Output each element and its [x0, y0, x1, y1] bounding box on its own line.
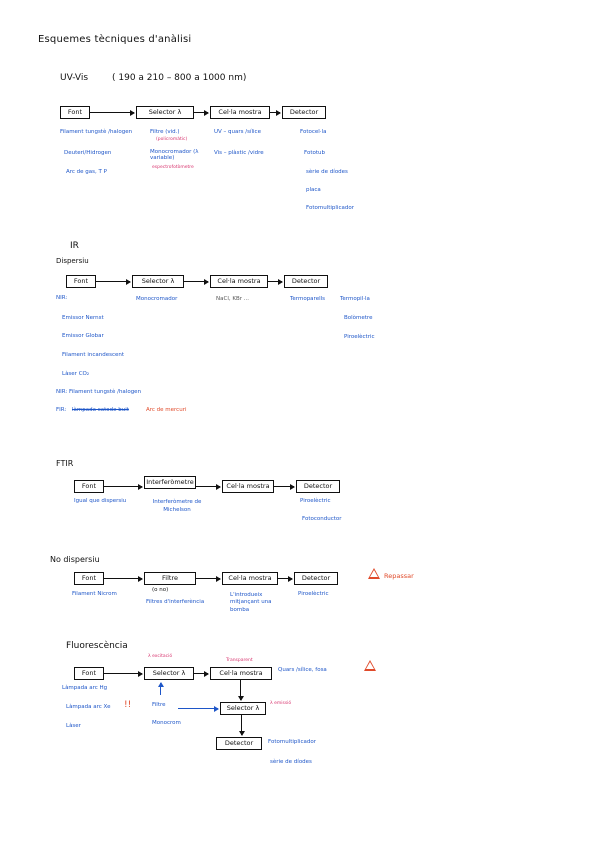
- uvvis-arrow-2: [194, 112, 208, 113]
- fluor-font-item: Làmpada arc Xe: [66, 704, 111, 710]
- fluor-box-cell: Cel·la mostra: [210, 667, 272, 680]
- ir-cell-item: NaCl, KBr ...: [216, 296, 249, 302]
- fluor-box-detector: Detector: [216, 737, 262, 750]
- ftir-box-detector: Detector: [296, 480, 340, 493]
- uvvis-detector-item: placa: [306, 187, 321, 193]
- nodisp-arrow-2: [196, 578, 220, 579]
- nodisp-box-filter: Filtre: [144, 572, 196, 585]
- ftir-arrow-2: [196, 486, 220, 487]
- fluor-filter-item: Filtre: [152, 702, 166, 708]
- uvvis-detector-item: Fotomultiplicador: [306, 205, 354, 211]
- ftir-arrow-1: [104, 486, 142, 487]
- fluor-font-item: Làser: [66, 723, 81, 729]
- fluor-arrow-blue: [178, 708, 218, 709]
- fluor-arrow-1: [104, 673, 142, 674]
- page-title: Esquemes tècniques d'anàlisi: [38, 34, 192, 45]
- uvvis-cell-item: UV – quars /sílice: [214, 129, 261, 135]
- ir-box-cell: Cel·la mostra: [210, 275, 268, 288]
- ftir-font-item: Igual que dispersiu: [74, 498, 127, 504]
- uvvis-font-item: Arc de gas, T P: [66, 169, 107, 175]
- ir-fir-label: FIR:: [56, 407, 67, 413]
- fluor-box-selector-exc: Selector λ: [144, 667, 194, 680]
- uvvis-box-selector: Selector λ: [136, 106, 194, 119]
- nodisp-filter-item: Filtres d'interferència: [146, 599, 205, 605]
- ir-fir-struck: làmpada catode buit: [72, 407, 129, 413]
- fluor-arrow-down-1: [240, 680, 241, 700]
- ir-selector-item: Monocromador: [136, 296, 178, 302]
- nodisp-box-source: Font: [74, 572, 104, 585]
- fluor-detector-item: sèrie de díodes: [270, 759, 312, 765]
- uvvis-detector-item: sèrie de díodes: [306, 169, 348, 175]
- nodisp-detector-item: Piroelèctric: [298, 591, 329, 597]
- nodisp-arrow-3: [278, 578, 292, 579]
- ftir-detector-item: Piroelèctric: [300, 498, 331, 504]
- fluor-detector-item: Fotomultiplicador: [268, 739, 316, 745]
- fluor-cell-side: Quars /sílice, fosa: [278, 667, 327, 673]
- ftir-detector-item: Fotoconductor: [302, 516, 342, 522]
- ftir-box-cell: Cel·la mostra: [222, 480, 274, 493]
- ir-font-item: Làser CO₂: [62, 371, 90, 377]
- fluor-font-item: Làmpada arc Hg: [62, 685, 108, 691]
- ir-subheading: Dispersiu: [56, 257, 89, 265]
- nodisp-font-item: Filament Nicrom: [72, 591, 117, 597]
- uvvis-selector-note: espectrofotòmetre: [152, 165, 194, 170]
- ir-nir-label: NIR:: [56, 295, 68, 301]
- fluor-arrow-down-2: [241, 715, 242, 735]
- fluor-trans-note: Transparent: [226, 658, 253, 663]
- ir-detector-item: Termoparells: [290, 296, 326, 302]
- ftir-heading: FTIR: [56, 459, 74, 468]
- ir-arrow-1: [96, 281, 130, 282]
- uvvis-selector-item: Filtre (vid.): [150, 129, 180, 135]
- fluor-filter-item: Monocrom: [152, 720, 181, 726]
- nodisp-box-detector: Detector: [294, 572, 338, 585]
- ftir-arrow-3: [274, 486, 294, 487]
- ftir-interferometer-item: Interferòmetre de Michelson: [152, 499, 202, 513]
- uvvis-range: ( 190 a 210 – 800 a 1000 nm): [112, 73, 247, 83]
- ir-detector-item: Piroelèctric: [344, 334, 375, 340]
- uvvis-heading: UV-Vis: [60, 73, 89, 83]
- ir-arrow-3: [268, 281, 282, 282]
- ir-detector-item: Termopil·la: [340, 296, 370, 302]
- nodisp-heading: No dispersiu: [50, 555, 100, 564]
- uvvis-box-cell: Cel·la mostra: [210, 106, 270, 119]
- ir-heading: IR: [70, 241, 79, 251]
- warning-icon: !: [364, 660, 376, 671]
- uvvis-box-source: Font: [60, 106, 90, 119]
- uvvis-detector-item: Fototub: [304, 150, 325, 156]
- uvvis-detector-item: Fotocel·la: [300, 129, 327, 135]
- uvvis-arrow-1: [90, 112, 134, 113]
- ftir-box-interferometer: Interferòmetre: [144, 476, 196, 489]
- uvvis-font-item: Filament tungstè /halogen: [60, 129, 133, 135]
- fluor-arrow-2: [194, 673, 208, 674]
- fluor-arrow-up: [160, 683, 161, 695]
- fluor-emis-note: λ emissió: [270, 701, 292, 706]
- ir-box-source: Font: [66, 275, 96, 288]
- nodisp-filter-note: (o no): [152, 587, 169, 593]
- fluor-box-source: Font: [74, 667, 104, 680]
- uvvis-selector-note: (policromàtic): [156, 137, 188, 142]
- ir-nir-line: NIR: Filament tungstè /halogen: [56, 389, 142, 395]
- uvvis-arrow-3: [270, 112, 280, 113]
- fluor-box-selector-emis: Selector λ: [220, 702, 266, 715]
- nodisp-warning-text: Repassar: [384, 572, 414, 580]
- fluor-exc-note: λ excitació: [148, 654, 173, 659]
- fluor-xe-marks: !!: [124, 700, 132, 710]
- uvvis-font-item: Deuteri/Hidrogen: [64, 150, 112, 156]
- nodisp-cell-item: L'introdueix mitjançant una bomba: [230, 592, 272, 613]
- nodisp-box-cell: Cel·la mostra: [222, 572, 278, 585]
- warning-icon: !: [368, 568, 380, 579]
- ir-box-selector: Selector λ: [132, 275, 184, 288]
- fluor-heading: Fluorescència: [66, 641, 128, 651]
- uvvis-box-detector: Detector: [282, 106, 326, 119]
- ir-fir-red: Arc de mercuri: [146, 407, 187, 413]
- ir-arrow-2: [184, 281, 208, 282]
- ir-detector-item: Bolòmetre: [344, 315, 373, 321]
- ftir-box-source: Font: [74, 480, 104, 493]
- uvvis-selector-item: Monocromador (λ variable): [150, 149, 199, 161]
- ir-font-item: Filament incandescent: [62, 352, 125, 358]
- ir-box-detector: Detector: [284, 275, 328, 288]
- uvvis-cell-item: Vis – plàstic /vidre: [214, 150, 264, 156]
- ir-font-item: Emissor Globar: [62, 333, 104, 339]
- ir-font-item: Emissor Nernst: [62, 315, 104, 321]
- nodisp-arrow-1: [104, 578, 142, 579]
